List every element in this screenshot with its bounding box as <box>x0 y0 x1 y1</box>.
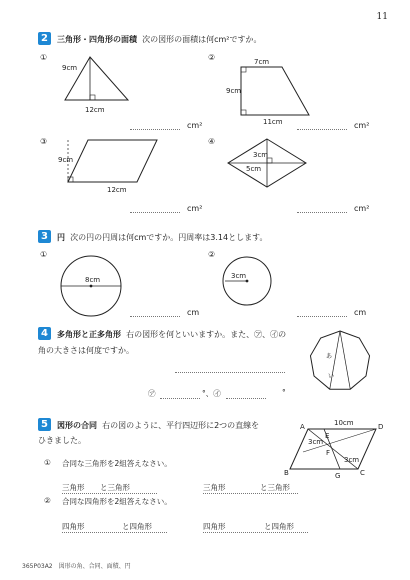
label-C: C <box>360 469 365 477</box>
question-2-prompt: 次の図形の面積は何cm²ですか。 <box>142 35 262 44</box>
answer-line-9[interactable] <box>226 398 266 399</box>
triangle-base-label: 12cm <box>85 106 105 114</box>
label-F: F <box>326 449 331 457</box>
question-5-prompt-line1: 右の図のように、平行四辺形に2つの直線を <box>102 421 260 430</box>
answer-line-7[interactable] <box>175 372 285 373</box>
question-3-prompt: 次の円の円周は何cmですか。円周率は3.14とします。 <box>70 233 268 242</box>
answer-line-3[interactable] <box>130 212 180 213</box>
parallelogram-congruence-figure <box>284 415 388 487</box>
nonagon-figure <box>305 325 375 395</box>
angle-i-label: い <box>328 373 335 380</box>
label-right-length: 3cm <box>344 456 360 464</box>
sub-1-text: 合同な三角形を2組答えなさい。 <box>62 459 172 468</box>
sub-2-text: 合同な四角形を2組答えなさい。 <box>62 497 172 506</box>
item-1-mark: ① <box>40 53 48 62</box>
label-G: G <box>335 472 341 480</box>
page-footer: 365P03A2 図形の角、合同、面積、円 <box>22 563 131 570</box>
sub-1-fill-1: 三角形 <box>62 483 85 492</box>
answer-line-1[interactable] <box>130 129 180 130</box>
question-4-heading <box>57 329 286 340</box>
page-number: 11 <box>376 12 388 22</box>
sub-1-fill-3: 三角形 <box>203 483 226 492</box>
sub-2-mark: ② <box>44 496 51 505</box>
triangle-figure <box>55 52 135 118</box>
sub-1-fill-2: と三角形 <box>100 483 130 492</box>
answer-line-2[interactable] <box>297 129 347 130</box>
question-2-badge: 2 <box>38 32 51 45</box>
circle-2-figure <box>222 254 282 314</box>
answer-line-11[interactable] <box>203 493 298 494</box>
answer-4-unit: cm² <box>354 204 370 213</box>
circle-1-figure <box>55 250 135 320</box>
question-5-badge: 5 <box>38 418 51 431</box>
question-2-heading <box>57 34 262 45</box>
answer-line-5[interactable] <box>130 316 180 317</box>
item-2-mark: ② <box>208 53 216 62</box>
sub-2-fill-1: 四角形 <box>62 522 85 531</box>
parallelogram-base-label: 12cm <box>107 186 127 194</box>
trapezoid-bottom-label: 11cm <box>263 118 283 126</box>
question-4-prompt-line2: 角の大きさは何度ですか。 <box>38 346 134 355</box>
answer-line-6[interactable] <box>297 316 347 317</box>
rhombus-figure <box>222 136 312 188</box>
circle-1-mark: ① <box>40 250 48 259</box>
answer-line-10[interactable] <box>62 493 157 494</box>
label-top-length: 10cm <box>334 419 354 427</box>
question-3-title: 円 <box>57 233 65 242</box>
question-2-title: 三角形・四角形の面積 <box>57 35 137 44</box>
label-B: B <box>284 469 289 477</box>
answer-2-unit: cm² <box>354 121 370 130</box>
sub-2-fill-3: 四角形 <box>203 522 226 531</box>
angle-a-label: あ <box>326 353 333 360</box>
label-left-length: 3cm <box>308 438 324 446</box>
sub-1-fill-4: と三角形 <box>260 483 290 492</box>
rhombus-vertical-label: 3cm <box>253 151 269 159</box>
label-D: D <box>378 423 384 431</box>
label-E: E <box>325 432 330 440</box>
trapezoid-height-label: 9cm <box>226 87 242 95</box>
answer-6-unit: cm <box>354 308 367 317</box>
nonagon-diagonal <box>330 331 340 389</box>
item-4-mark: ④ <box>208 137 216 146</box>
sub-2-fill-2: と四角形 <box>122 522 152 531</box>
circle-2-mark: ② <box>208 250 216 259</box>
answer-line-4[interactable] <box>297 212 347 213</box>
sub-2-fill-4: と四角形 <box>264 522 294 531</box>
item-3-mark: ③ <box>40 137 48 146</box>
answer-1-unit: cm² <box>187 121 203 130</box>
trapezoid-top-label: 7cm <box>254 58 270 66</box>
answer-line-8[interactable] <box>160 398 200 399</box>
answer-i-mark: °、㋑ <box>202 389 221 398</box>
question-3-heading <box>57 232 267 243</box>
answer-line-13[interactable] <box>203 532 308 533</box>
question-4-badge: 4 <box>38 327 51 340</box>
question-4-prompt-line1: 右の図形を何といいますか。また、㋐、㋑の <box>126 330 287 339</box>
triangle-height-label: 9cm <box>62 64 78 72</box>
question-3-badge: 3 <box>38 230 51 243</box>
circle-1-diameter-label: 8cm <box>85 276 101 284</box>
parallelogram-height-label: 9cm <box>58 156 74 164</box>
rhombus-horizontal-label: 5cm <box>246 165 262 173</box>
sub-1-mark: ① <box>44 458 51 467</box>
question-5-heading <box>57 420 259 431</box>
answer-3-unit: cm² <box>187 204 203 213</box>
answer-a-mark: ㋐ <box>148 389 156 398</box>
answer-5-unit: cm <box>187 308 200 317</box>
trapezoid-figure <box>225 55 335 125</box>
answer-line-12[interactable] <box>62 532 167 533</box>
question-5-prompt-line2: ひきました。 <box>38 436 86 445</box>
answer-degree-mark: ° <box>282 388 286 397</box>
nonagon-diagonal <box>340 331 350 389</box>
parallelogram-figure <box>55 138 165 198</box>
label-A: A <box>300 423 305 431</box>
question-5-title: 図形の合同 <box>57 421 97 430</box>
question-4-title: 多角形と正多角形 <box>57 330 121 339</box>
circle-2-radius-label: 3cm <box>231 272 247 280</box>
